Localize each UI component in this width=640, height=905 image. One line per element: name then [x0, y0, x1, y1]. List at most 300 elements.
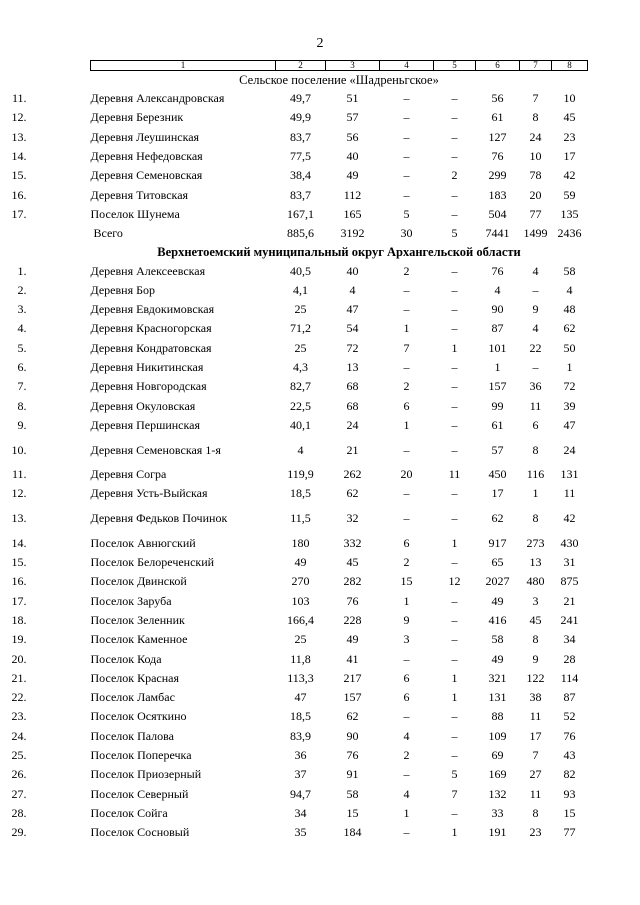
row-number: 20. — [11, 651, 27, 666]
value-cell-c7: 24 — [529, 129, 542, 144]
value-cell-c6: 127 — [488, 129, 507, 144]
settlement-cell — [11, 435, 276, 465]
column-number: 3 — [326, 61, 380, 71]
value-cell-c5: 7 — [451, 786, 458, 801]
value-cell-c2: 885,6 — [287, 226, 314, 241]
value-cell-c3: 49 — [346, 168, 359, 183]
row-number: 16. — [11, 187, 27, 202]
value-cell-c4: 30 — [400, 226, 413, 241]
settlement-name: Деревня Федьков Починок — [90, 511, 228, 526]
settlement-name: Поселок Сойга — [90, 805, 168, 820]
value-cell-c7: 17 — [529, 728, 542, 743]
value-cell-c7: 38 — [529, 690, 542, 705]
value-cell-c3: 62 — [346, 709, 359, 724]
column-number-header — [91, 61, 588, 71]
table-row — [91, 765, 588, 784]
settlement-name: Деревня Новгородская — [90, 379, 207, 394]
value-cell-c2: 47 — [294, 690, 307, 705]
value-cell-c8: 82 — [563, 767, 576, 782]
value-cell-c7: 11 — [529, 786, 542, 801]
value-cell-c5: 1 — [451, 690, 458, 705]
settlement-name: Деревня Леушинская — [90, 129, 200, 144]
value-cell-c6: 2027 — [485, 574, 510, 589]
row-number: 12. — [11, 110, 27, 125]
row-number: 24. — [11, 728, 27, 743]
value-cell-c2: 18,5 — [290, 709, 311, 724]
value-cell-c8: 42 — [563, 168, 576, 183]
table-row — [91, 185, 588, 204]
value-cell-c2: 4,1 — [293, 282, 308, 297]
value-cell-c5: – — [451, 486, 458, 501]
value-cell-c8: 93 — [563, 786, 576, 801]
value-cell-c7: 4 — [532, 263, 539, 278]
settlement-cell — [11, 649, 276, 668]
value-cell-c3: 41 — [346, 651, 359, 666]
value-cell-c3: 45 — [346, 555, 359, 570]
table-row — [91, 669, 588, 688]
value-cell-c5: 5 — [451, 226, 458, 241]
value-cell-c3: 262 — [343, 467, 362, 482]
row-number: 15. — [11, 168, 27, 183]
value-cell-c6: 87 — [491, 321, 504, 336]
settlement-cell — [91, 224, 276, 243]
table-row — [91, 649, 588, 668]
value-cell-c4: 1 — [403, 593, 410, 608]
table-row — [91, 147, 588, 166]
row-number: 11. — [11, 91, 27, 106]
settlements-table — [11, 60, 588, 842]
value-cell-c2: 167,1 — [287, 206, 314, 221]
table-row — [91, 435, 588, 465]
value-cell-c4: – — [403, 651, 410, 666]
value-cell-c5: – — [451, 110, 458, 125]
value-cell-c6: 169 — [488, 767, 507, 782]
value-cell-c2: 36 — [294, 748, 307, 763]
value-cell-c8: 34 — [563, 632, 576, 647]
value-cell-c2: 40,5 — [290, 263, 311, 278]
settlement-cell — [11, 185, 276, 204]
value-cell-c3: 68 — [346, 379, 359, 394]
value-cell-c6: 1 — [494, 360, 501, 374]
settlement-name: Поселок Шунема — [90, 206, 180, 221]
value-cell-c4: – — [403, 302, 410, 317]
value-cell-c3: 13 — [346, 360, 359, 374]
settlement-name: Деревня Окуловская — [90, 398, 196, 413]
settlement-name: Деревня Согра — [90, 467, 167, 482]
value-cell-c2: 77,5 — [290, 149, 311, 164]
value-cell-c8: 77 — [563, 825, 576, 840]
section-title: Верхнетоемский муниципальный округ Архангельской области — [157, 244, 521, 259]
value-cell-c8: 39 — [563, 398, 576, 413]
value-cell-c4: – — [403, 91, 410, 106]
settlement-name: Деревня Усть-Выйская — [90, 486, 208, 501]
value-cell-c6: 49 — [491, 651, 504, 666]
value-cell-c7: 273 — [526, 535, 545, 550]
row-number: 5. — [17, 340, 27, 355]
value-cell-c4: – — [403, 360, 410, 374]
value-cell-c4: 4 — [403, 786, 410, 801]
settlement-name: Поселок Ламбас — [90, 690, 175, 705]
settlement-name: Деревня Першинская — [90, 417, 200, 432]
row-number: 13. — [11, 511, 27, 526]
settlement-name: Деревня Никитинская — [90, 360, 204, 374]
value-cell-c5: – — [451, 206, 458, 221]
table-row — [91, 504, 588, 534]
table-row — [91, 746, 588, 765]
value-cell-c8: 42 — [563, 511, 576, 526]
value-cell-c8: 31 — [563, 555, 576, 570]
value-cell-c7: – — [532, 282, 539, 297]
settlement-cell — [11, 128, 276, 147]
settlement-name: Поселок Красная — [90, 670, 180, 685]
row-number: 11. — [11, 467, 27, 482]
settlement-name: Деревня Семеновская — [90, 168, 203, 183]
value-cell-c3: 40 — [346, 149, 359, 164]
value-cell-c7: 11 — [529, 398, 542, 413]
value-cell-c7: 78 — [529, 168, 542, 183]
table-row — [91, 484, 588, 503]
value-cell-c2: 49,7 — [290, 91, 311, 106]
value-cell-c4: 5 — [403, 206, 410, 221]
value-cell-c3: 32 — [346, 511, 359, 526]
value-cell-c6: 131 — [488, 690, 507, 705]
value-cell-c6: 157 — [488, 379, 507, 394]
settlement-cell — [11, 707, 276, 726]
value-cell-c3: 76 — [346, 593, 359, 608]
table-row — [91, 396, 588, 415]
row-number: 4. — [17, 321, 27, 336]
value-cell-c6: 4 — [494, 282, 501, 297]
value-cell-c2: 35 — [294, 825, 307, 840]
value-cell-c6: 61 — [491, 110, 504, 125]
table-row — [91, 261, 588, 280]
settlement-name: Деревня Евдокимовская — [90, 302, 215, 317]
value-cell-c6: 99 — [491, 398, 504, 413]
settlement-cell — [17, 339, 276, 358]
value-cell-c4: – — [403, 767, 410, 782]
value-cell-c7: 4 — [532, 321, 539, 336]
value-cell-c8: 10 — [563, 91, 576, 106]
settlement-cell — [11, 785, 276, 804]
value-cell-c5: 1 — [451, 825, 458, 840]
table-body — [11, 71, 588, 843]
value-cell-c2: 37 — [294, 767, 307, 782]
value-cell-c8: 72 — [563, 379, 576, 394]
row-number: 14. — [11, 149, 27, 164]
row-number: 3. — [17, 302, 27, 317]
value-cell-c7: 3 — [532, 593, 539, 608]
row-number: 7. — [17, 379, 27, 394]
value-cell-c5: – — [451, 302, 458, 317]
value-cell-c7: 9 — [532, 302, 539, 317]
settlement-name: Деревня Александровская — [90, 91, 225, 106]
value-cell-c7: 77 — [529, 206, 542, 221]
value-cell-c8: 2436 — [557, 226, 582, 241]
value-cell-c4: 20 — [400, 467, 413, 482]
value-cell-c2: 83,7 — [290, 129, 311, 144]
value-cell-c6: 57 — [491, 442, 504, 457]
settlement-name: Деревня Красногорская — [90, 321, 212, 336]
settlement-name: Поселок Приозерный — [90, 767, 202, 782]
table-row — [91, 823, 588, 842]
value-cell-c8: 114 — [560, 670, 579, 685]
row-number: 14. — [11, 535, 27, 550]
value-cell-c8: 76 — [563, 728, 576, 743]
value-cell-c7: 7 — [532, 91, 539, 106]
value-cell-c5: – — [451, 129, 458, 144]
value-cell-c7: 480 — [526, 574, 545, 589]
table-row — [91, 534, 588, 553]
value-cell-c3: 51 — [346, 91, 359, 106]
row-number: 17. — [11, 593, 27, 608]
value-cell-c3: 40 — [346, 263, 359, 278]
settlement-cell — [11, 804, 276, 823]
table-row — [91, 281, 588, 300]
value-cell-c7: 22 — [529, 340, 542, 355]
value-cell-c8: 1 — [566, 360, 573, 374]
column-number: 1 — [91, 61, 276, 71]
value-cell-c2: 4 — [297, 442, 304, 457]
value-cell-c7: 1 — [532, 486, 539, 501]
settlement-name: Поселок Поперечка — [90, 748, 192, 763]
value-cell-c7: 1499 — [523, 226, 548, 241]
table-row — [91, 89, 588, 108]
value-cell-c5: – — [451, 805, 458, 820]
value-cell-c4: – — [403, 825, 410, 840]
value-cell-c5: – — [451, 321, 458, 336]
value-cell-c2: 25 — [294, 632, 307, 647]
value-cell-c5: – — [451, 379, 458, 394]
value-cell-c5: – — [451, 263, 458, 278]
value-cell-c5: – — [451, 555, 458, 570]
value-cell-c6: 90 — [491, 302, 504, 317]
settlement-name: Поселок Авнюгский — [90, 535, 196, 550]
value-cell-c3: 4 — [349, 282, 356, 297]
settlement-name: Поселок Каменное — [90, 632, 188, 647]
value-cell-c6: 56 — [491, 91, 504, 106]
value-cell-c8: 58 — [563, 263, 576, 278]
row-number: 16. — [11, 574, 27, 589]
settlement-name: Деревня Бор — [90, 282, 155, 297]
table-row — [91, 205, 588, 224]
row-number: 13. — [11, 129, 27, 144]
settlement-name: Поселок Палова — [90, 728, 175, 743]
value-cell-c8: 11 — [563, 486, 576, 501]
value-cell-c7: 8 — [532, 805, 539, 820]
value-cell-c3: 157 — [343, 690, 362, 705]
value-cell-c6: 450 — [488, 467, 507, 482]
value-cell-c2: 94,7 — [290, 786, 311, 801]
table-row — [91, 553, 588, 572]
value-cell-c4: – — [403, 129, 410, 144]
value-cell-c3: 58 — [346, 786, 359, 801]
value-cell-c4: – — [403, 110, 410, 125]
value-cell-c5: – — [451, 149, 458, 164]
value-cell-c8: 62 — [563, 321, 576, 336]
row-number: 12. — [11, 486, 27, 501]
value-cell-c3: 184 — [343, 825, 362, 840]
value-cell-c2: 103 — [291, 593, 310, 608]
row-number: 19. — [11, 632, 27, 647]
value-cell-c3: 3192 — [340, 226, 365, 241]
settlement-cell — [17, 358, 276, 377]
value-cell-c3: 91 — [346, 767, 359, 782]
value-cell-c6: 76 — [491, 263, 504, 278]
value-cell-c3: 56 — [346, 129, 359, 144]
settlement-name: Деревня Кондратовская — [90, 340, 212, 355]
settlement-cell — [17, 416, 276, 435]
row-number: 17. — [11, 206, 27, 221]
value-cell-c2: 166,4 — [287, 612, 314, 627]
value-cell-c5: 1 — [451, 340, 458, 355]
value-cell-c2: 82,7 — [290, 379, 311, 394]
section-title-row — [91, 71, 588, 90]
value-cell-c4: 7 — [403, 340, 410, 355]
value-cell-c6: 132 — [488, 786, 507, 801]
table-row — [91, 572, 588, 591]
value-cell-c7: 8 — [532, 110, 539, 125]
value-cell-c7: 6 — [532, 417, 539, 432]
section-title-row — [91, 243, 588, 261]
value-cell-c4: 6 — [403, 670, 410, 685]
settlement-name: Поселок Заруба — [90, 593, 172, 608]
table-row — [91, 592, 588, 611]
value-cell-c3: 332 — [343, 535, 362, 550]
settlement-cell — [11, 205, 276, 224]
table-row — [91, 319, 588, 338]
value-cell-c8: 50 — [563, 340, 576, 355]
value-cell-c6: 7441 — [485, 226, 510, 241]
settlement-cell — [11, 89, 276, 108]
value-cell-c3: 47 — [346, 302, 359, 317]
value-cell-c3: 112 — [343, 187, 362, 202]
value-cell-c7: 20 — [529, 187, 542, 202]
table-row — [91, 339, 588, 358]
table-row — [91, 707, 588, 726]
value-cell-c5: – — [451, 442, 458, 457]
settlement-cell — [11, 108, 276, 127]
value-cell-c4: – — [403, 187, 410, 202]
value-cell-c6: 61 — [491, 417, 504, 432]
settlement-name: Деревня Алексеевская — [90, 263, 206, 278]
value-cell-c2: 119,9 — [287, 467, 314, 482]
value-cell-c5: – — [451, 612, 458, 627]
column-number: 8 — [552, 61, 588, 71]
value-cell-c6: 183 — [488, 187, 507, 202]
settlement-name: Поселок Двинской — [90, 574, 187, 589]
value-cell-c4: 15 — [400, 574, 413, 589]
table-row — [91, 630, 588, 649]
table-row — [91, 358, 588, 377]
settlement-name: Поселок Зеленник — [90, 612, 185, 627]
value-cell-c2: 11,5 — [290, 511, 311, 526]
settlement-cell — [11, 534, 276, 553]
value-cell-c8: 59 — [563, 187, 576, 202]
value-cell-c4: 6 — [403, 398, 410, 413]
row-number: 1. — [17, 263, 27, 278]
table-row — [91, 611, 588, 630]
value-cell-c3: 228 — [343, 612, 362, 627]
value-cell-c5: 12 — [448, 574, 461, 589]
row-number: 9. — [17, 417, 27, 432]
value-cell-c7: 8 — [532, 632, 539, 647]
row-number: 6. — [17, 360, 27, 374]
value-cell-c5: 1 — [451, 670, 458, 685]
settlement-name: Поселок Северный — [90, 786, 189, 801]
value-cell-c4: 6 — [403, 690, 410, 705]
row-number: 29. — [11, 825, 27, 840]
total-label: Всего — [93, 226, 123, 241]
table-row — [91, 804, 588, 823]
table-row — [91, 785, 588, 804]
value-cell-c2: 25 — [294, 340, 307, 355]
section-title: Сельское поселение «Шадреньгское» — [239, 72, 439, 87]
value-cell-c8: 43 — [563, 748, 576, 763]
value-cell-c2: 270 — [291, 574, 310, 589]
value-cell-c3: 54 — [346, 321, 359, 336]
value-cell-c7: – — [532, 360, 539, 374]
value-cell-c6: 321 — [488, 670, 507, 685]
row-number: 27. — [11, 786, 27, 801]
value-cell-c8: 87 — [563, 690, 576, 705]
value-cell-c5: – — [451, 187, 458, 202]
settlement-name: Поселок Белореченский — [90, 555, 215, 570]
value-cell-c5: – — [451, 728, 458, 743]
row-number: 23. — [11, 709, 27, 724]
value-cell-c3: 68 — [346, 398, 359, 413]
value-cell-c8: 52 — [563, 709, 576, 724]
value-cell-c2: 18,5 — [290, 486, 311, 501]
row-number: 2. — [17, 282, 27, 297]
row-number: 25. — [11, 748, 27, 763]
row-number: 18. — [11, 612, 27, 627]
value-cell-c5: – — [451, 511, 458, 526]
total-row — [91, 224, 588, 243]
value-cell-c7: 11 — [529, 709, 542, 724]
value-cell-c5: – — [451, 709, 458, 724]
value-cell-c2: 38,4 — [290, 168, 311, 183]
settlement-cell — [11, 504, 276, 534]
value-cell-c7: 10 — [529, 149, 542, 164]
value-cell-c6: 58 — [491, 632, 504, 647]
value-cell-c8: 241 — [560, 612, 579, 627]
page-number: 2 — [316, 36, 324, 51]
value-cell-c6: 299 — [488, 168, 507, 183]
settlement-name: Поселок Осяткино — [90, 709, 187, 724]
settlement-cell — [17, 319, 276, 338]
table-row — [91, 300, 588, 319]
row-number: 28. — [11, 805, 27, 820]
value-cell-c5: – — [451, 651, 458, 666]
value-cell-c5: – — [451, 360, 458, 374]
value-cell-c5: – — [451, 593, 458, 608]
settlement-cell — [11, 147, 276, 166]
value-cell-c2: 11,8 — [290, 651, 311, 666]
value-cell-c8: 28 — [563, 651, 576, 666]
value-cell-c2: 22,5 — [290, 398, 311, 413]
value-cell-c2: 49 — [294, 555, 307, 570]
value-cell-c7: 27 — [529, 767, 542, 782]
value-cell-c3: 21 — [346, 442, 359, 457]
value-cell-c5: 1 — [451, 535, 458, 550]
value-cell-c7: 13 — [529, 555, 542, 570]
value-cell-c5: 11 — [448, 467, 461, 482]
table-row — [91, 688, 588, 707]
row-number: 22. — [11, 690, 27, 705]
value-cell-c5: 5 — [451, 767, 458, 782]
value-cell-c2: 180 — [291, 535, 310, 550]
value-cell-c8: 430 — [560, 535, 579, 550]
